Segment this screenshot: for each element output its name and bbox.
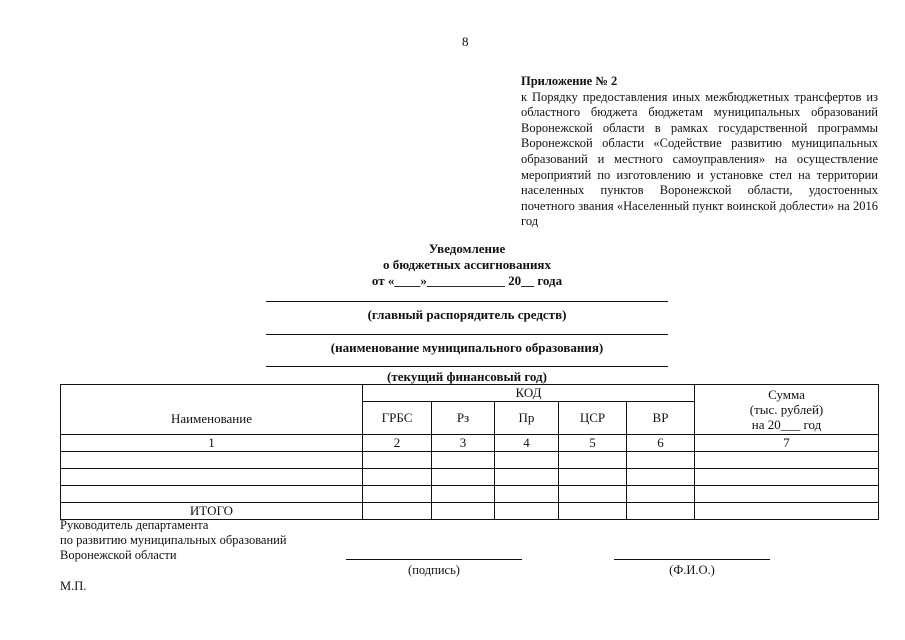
- appropriations-table: [60, 384, 879, 520]
- appendix-title: Приложение № 2: [521, 74, 618, 88]
- col-number-4: 4: [495, 435, 559, 452]
- manager-fill-line: [266, 301, 668, 302]
- municipality-caption: (наименование муниципального образования): [330, 340, 604, 355]
- notice-date-line: от «____»____________ 20__ года: [371, 273, 563, 288]
- table-row: [61, 486, 879, 503]
- signature-fill-line: [346, 559, 522, 560]
- col-number-6: 6: [627, 435, 695, 452]
- col-number-2: 2: [363, 435, 432, 452]
- name-header: Наименование: [61, 385, 363, 435]
- code-col-csr: ЦСР: [559, 402, 627, 435]
- col-number-3: 3: [432, 435, 495, 452]
- code-col-vr: ВР: [627, 402, 695, 435]
- year-caption: (текущий финансовый год): [387, 369, 547, 384]
- name-caption: (Ф.И.О.): [669, 563, 715, 577]
- signatory-line-2: по развитию муниципальных образований: [60, 533, 287, 547]
- code-col-pr: Пр: [495, 402, 559, 435]
- appendix-text: к Порядку предоставления иных межбюджетных трансфертов из областного бюджета бюджетам муниципальных образований Воронежской области в рамках государственной программы Воронежской области «Содействие развитию муниципальных образований и местного самоуправления» на осуществление мероприятий по изготовлению и установке стел на территории населенных пунктов Воронежской области, удостоенных почетного звания «Населенный пункт воинской доблести» на 2016 год: [521, 89, 878, 229]
- sum-header-line-1: Сумма: [768, 387, 805, 402]
- stamp-label: М.П.: [60, 579, 87, 593]
- sum-header-line-3: на 20___ год: [751, 417, 822, 432]
- total-row: [61, 503, 879, 520]
- appendix-block: [521, 74, 878, 230]
- name-fill-line: [614, 559, 770, 560]
- code-col-grbs: ГРБС: [363, 402, 432, 435]
- signatory-line-1: Руководитель департамента: [60, 518, 209, 532]
- notice-subtitle: о бюджетных ассигнованиях: [383, 257, 551, 272]
- code-header: КОД: [363, 385, 695, 402]
- manager-caption: (главный распорядитель средств): [367, 307, 567, 322]
- code-col-rz: Рз: [432, 402, 495, 435]
- col-number-1: 1: [61, 435, 363, 452]
- year-fill-line: [266, 366, 668, 367]
- signatory-line-3: Воронежской области: [60, 548, 177, 562]
- table-header-row: [61, 385, 879, 402]
- total-label: ИТОГО: [61, 503, 363, 520]
- signatory-block: [60, 518, 360, 563]
- column-number-row: [61, 435, 879, 452]
- sum-header-line-2: (тыс. рублей): [749, 402, 824, 417]
- page-number: 8: [462, 34, 469, 49]
- col-number-7: 7: [695, 435, 879, 452]
- col-number-5: 5: [559, 435, 627, 452]
- sum-header: [695, 385, 879, 435]
- notice-title: Уведомление: [428, 241, 506, 256]
- signature-caption: (подпись): [408, 563, 460, 577]
- municipality-fill-line: [266, 334, 668, 335]
- table-row: [61, 469, 879, 486]
- table-row: [61, 452, 879, 469]
